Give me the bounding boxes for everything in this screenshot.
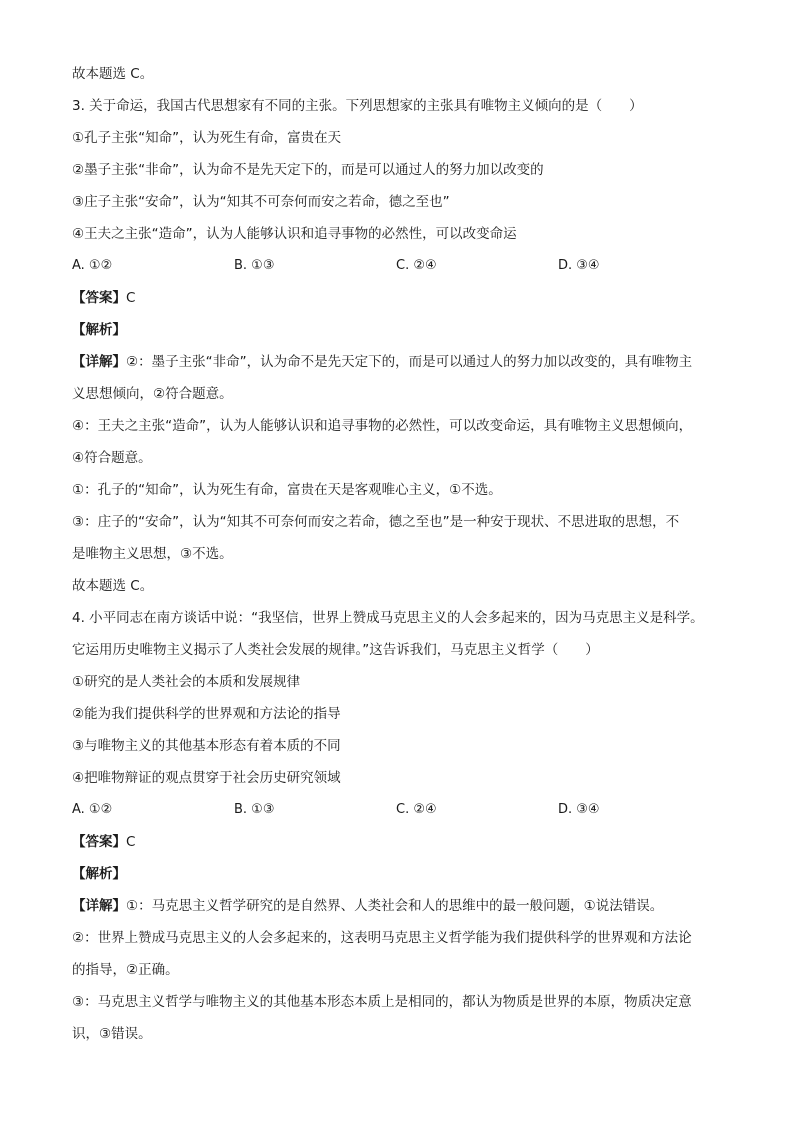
option-d: D. ③④ (558, 802, 600, 817)
question-4-statement-2: ②能为我们提供科学的世界观和方法论的指导 (72, 706, 341, 722)
explanation-line: ①：孔子的“知命”，认为死生有命，富贵在天是客观唯心主义，①不选。 (72, 482, 502, 498)
question-3-statement-3: ③庄子主张“安命”，认为“知其不可奈何而安之若命，德之至也” (72, 194, 450, 210)
answer-tag: 【答案】 (72, 834, 126, 850)
explanation-line: 的指导，②正确。 (72, 962, 179, 978)
question-4-statement-4: ④把唯物辩证的观点贯穿于社会历史研究领域 (72, 770, 341, 786)
option-a: A. ①② (72, 258, 113, 273)
question-4-statement-1: ①研究的是人类社会的本质和发展规律 (72, 674, 301, 690)
option-c: C. ②④ (396, 258, 437, 273)
detail-line (72, 896, 732, 916)
conclusion-line: 故本题选 C。 (72, 66, 154, 82)
detail-text: ①：马克思主义哲学研究的是自然界、人类社会和人的思维中的最一般问题，①说法错误。 (126, 898, 664, 914)
explanation-line: 识，③错误。 (72, 1026, 152, 1042)
question-3-statement-1: ①孔子主张“知命”，认为死生有命，富贵在天 (72, 130, 342, 146)
question-4-statement-3: ③与唯物主义的其他基本形态有着本质的不同 (72, 738, 341, 754)
answer-value: C (126, 834, 136, 850)
question-3-stem: 3. 关于命运，我国古代思想家有不同的主张。下列思想家的主张具有唯物主义倾向的是（ ） (72, 98, 643, 114)
question-4-options (72, 800, 732, 820)
question-3-options (72, 256, 732, 276)
explanation-line: ③：马克思主义哲学与唯物主义的其他基本形态本质上是相同的，都认为物质是世界的本原，物质决定意 (72, 994, 692, 1010)
question-3-statement-2: ②墨子主张“非命”，认为命不是先天定下的，而是可以通过人的努力加以改变的 (72, 162, 544, 178)
analysis-tag: 【解析】 (72, 322, 126, 338)
explanation-line: ④：王夫之主张“造命”，认为人能够认识和追寻事物的必然性，可以改变命运，具有唯物主义思想倾向， (72, 418, 693, 434)
question-4-stem-continued: 它运用历史唯物主义揭示了人类社会发展的规律。”这告诉我们，马克思主义哲学（ ） (72, 642, 599, 658)
question-4-stem: 4. 小平同志在南方谈话中说：“我坚信，世界上赞成马克思主义的人会多起来的，因为马克思主义是科学。 (72, 610, 704, 626)
conclusion-line: 故本题选 C。 (72, 578, 154, 594)
answer-line (72, 288, 732, 308)
option-a: A. ①② (72, 802, 113, 817)
option-c: C. ②④ (396, 802, 437, 817)
explanation-line: ②：世界上赞成马克思主义的人会多起来的，这表明马克思主义哲学能为我们提供科学的世界观和方法论 (72, 930, 692, 946)
answer-value: C (126, 290, 136, 306)
explanation-line: 义思想倾向，②符合题意。 (72, 386, 233, 402)
explanation-line: ③：庄子的“安命”，认为“知其不可奈何而安之若命，德之至也”是一种安于现状、不思进取的思想，不 (72, 514, 680, 530)
detail-line (72, 352, 732, 372)
answer-tag: 【答案】 (72, 290, 126, 306)
option-d: D. ③④ (558, 258, 600, 273)
explanation-line: ④符合题意。 (72, 450, 152, 466)
explanation-line: 是唯物主义思想，③不选。 (72, 546, 233, 562)
detail-tag: 【详解】 (72, 898, 126, 914)
analysis-tag: 【解析】 (72, 866, 126, 882)
option-b: B. ①③ (234, 258, 275, 273)
answer-line (72, 832, 732, 852)
detail-tag: 【详解】 (72, 354, 126, 370)
option-b: B. ①③ (234, 802, 275, 817)
detail-text: ②：墨子主张“非命”，认为命不是先天定下的，而是可以通过人的努力加以改变的，具有唯物主 (126, 354, 693, 370)
question-3-statement-4: ④王夫之主张“造命”，认为人能够认识和追寻事物的必然性，可以改变命运 (72, 226, 517, 242)
